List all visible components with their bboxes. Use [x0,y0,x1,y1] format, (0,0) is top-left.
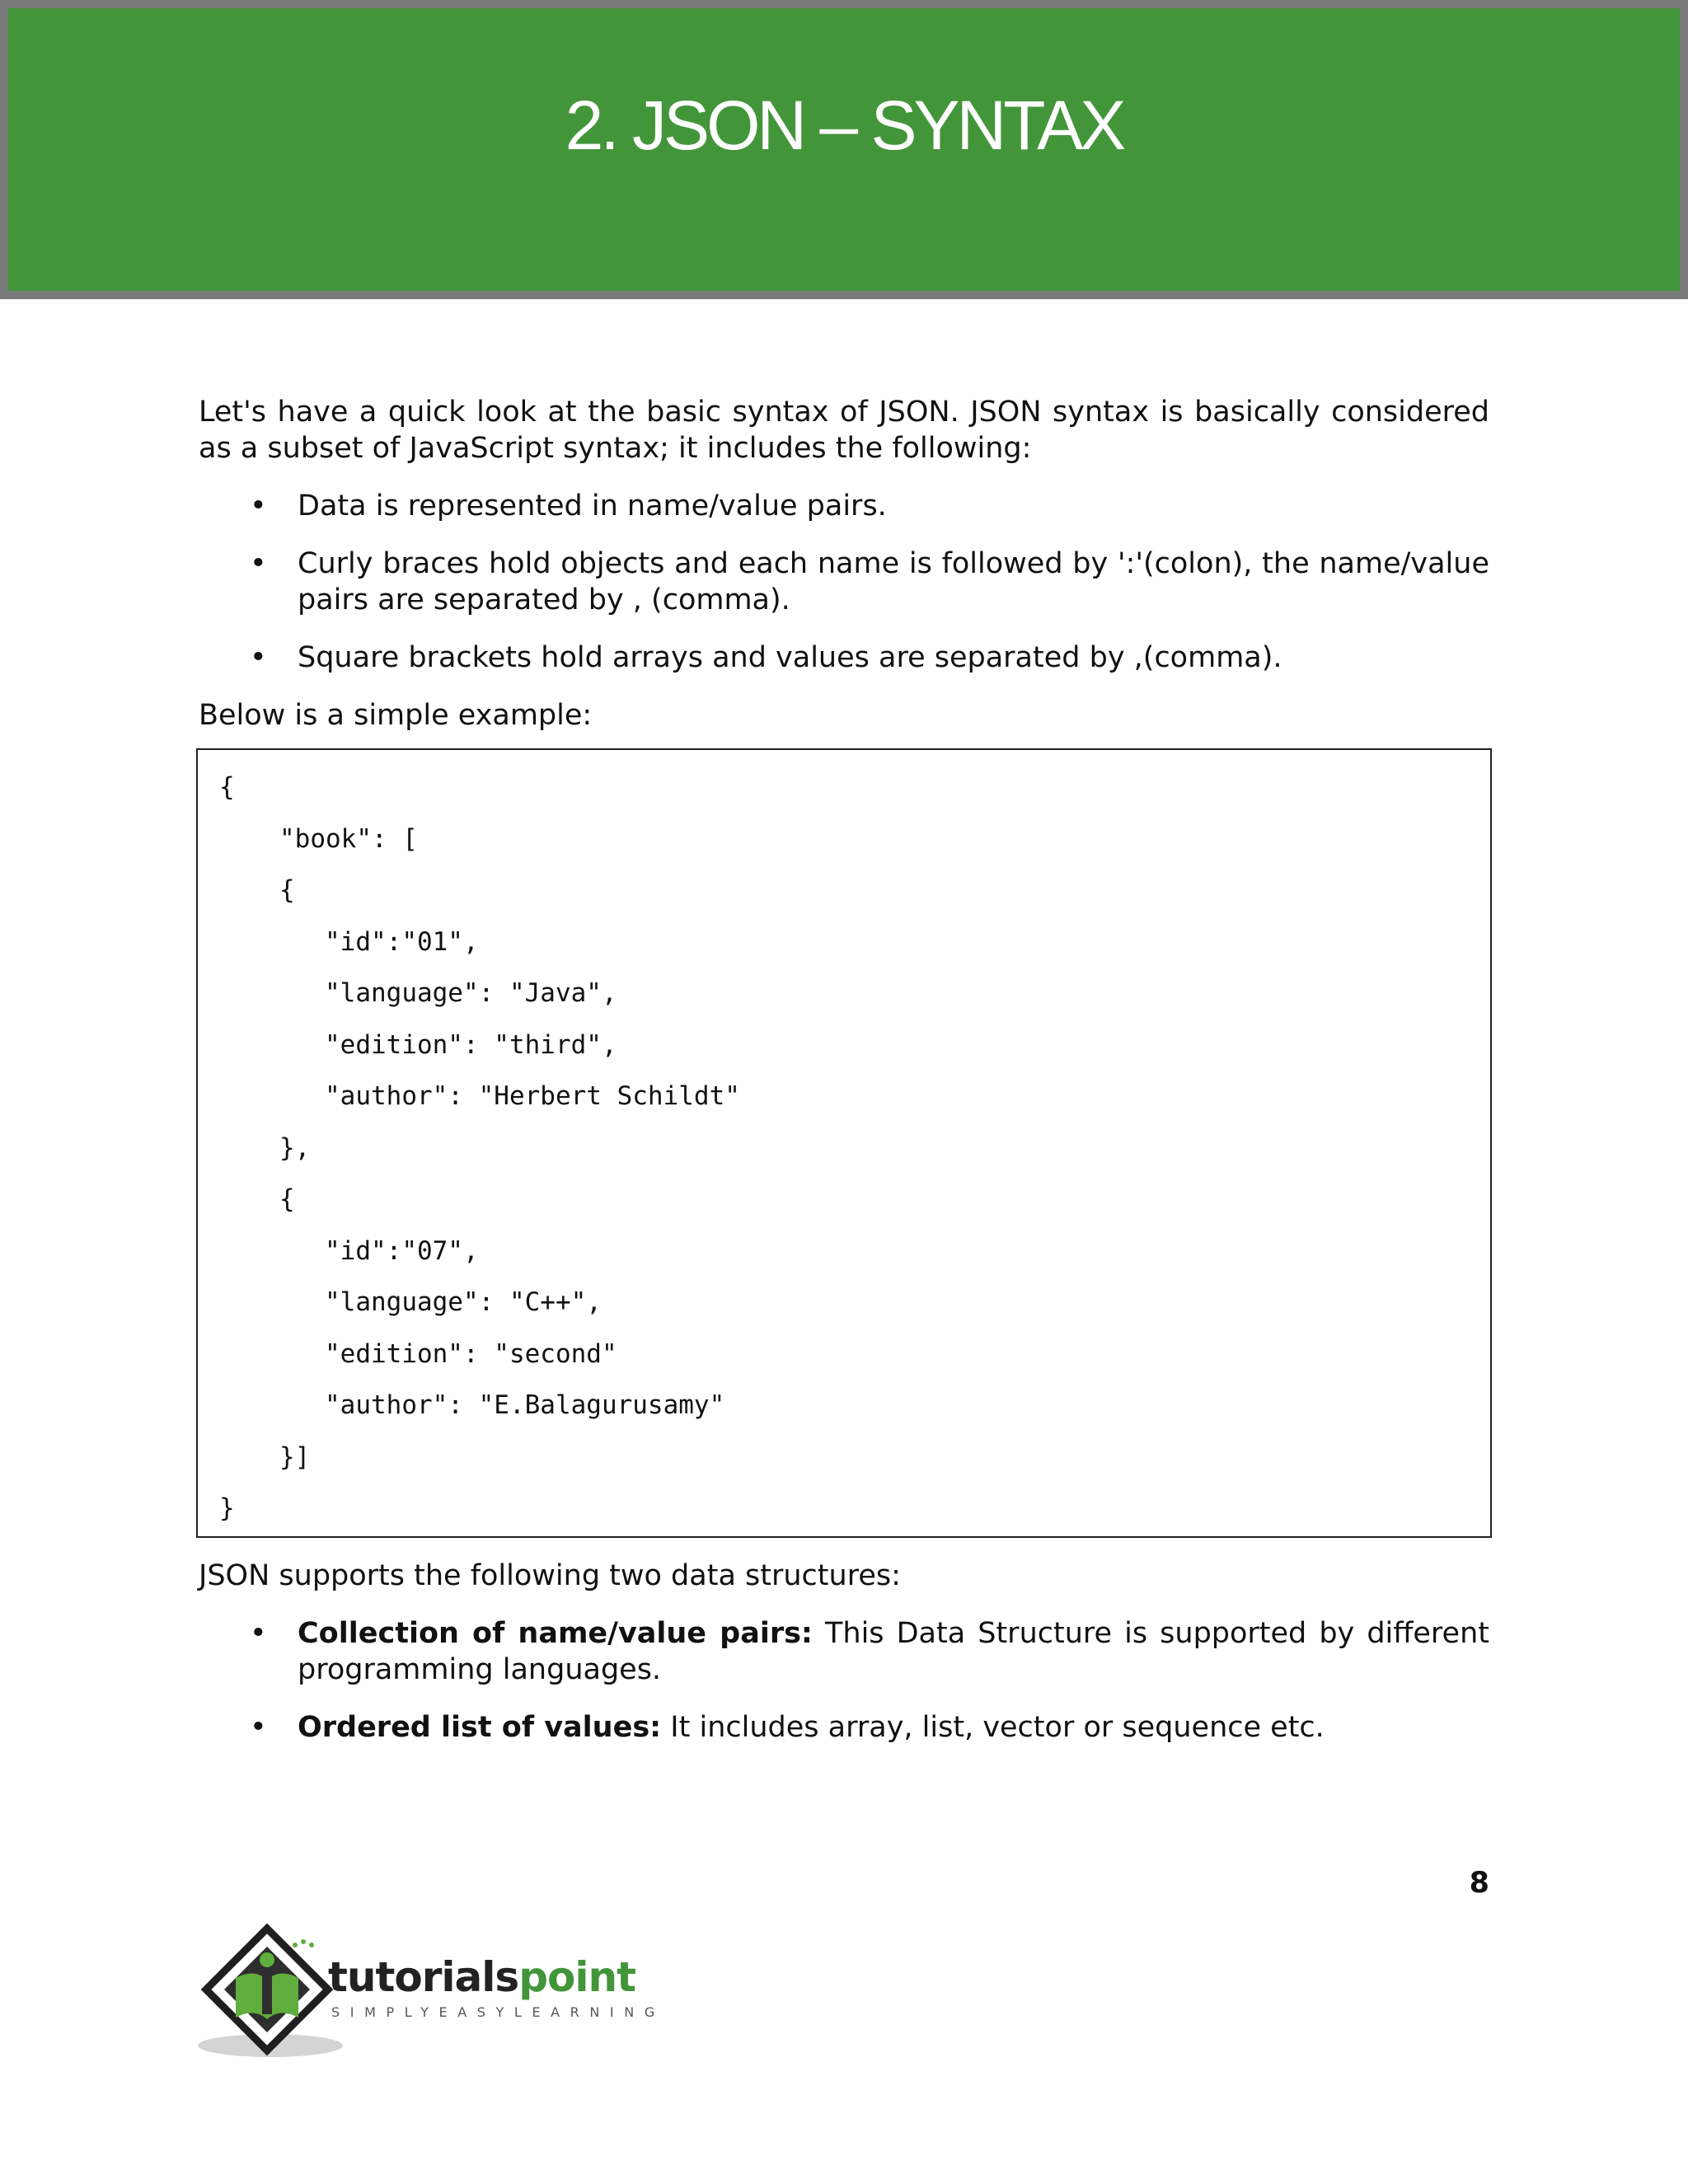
logo-tagline: SIMPLYEASYLEARNING [331,2004,665,2020]
code-line: }] [279,1441,311,1472]
code-line: "author": "E.Balagurusamy" [325,1390,725,1420]
example-label: Below is a simple example: [199,699,593,732]
intro-paragraph: Let's have a quick look at the basic syntax of JSON. JSON syntax is basically considered as a subset of JavaScript syntax; it includes the following: [199,396,1489,465]
code-line: "author": "Herbert Schildt" [325,1081,740,1111]
chapter-title: 2. JSON – SYNTAX [565,87,1123,164]
code-line: }, [279,1132,311,1163]
logo-wordmark [328,1953,635,2001]
bullet-icon: • [250,641,267,674]
structure-description: This Data Structure is supported by different programming languages. [298,1617,1489,1686]
list-item [199,488,1489,524]
code-line: } [219,1493,235,1523]
list-item [199,1709,1489,1746]
structure-term: Collection of name/value pairs: [298,1617,813,1650]
code-line: "edition": "second" [325,1338,617,1369]
list-item [199,640,1489,676]
list-item [199,546,1489,618]
code-line: "language": "Java", [325,978,617,1008]
rule-text: Data is represented in name/value pairs. [298,490,887,523]
code-line: "edition": "third", [325,1029,617,1060]
rule-text: Curly braces hold objects and each name is followed by ':'(colon), the name/value pairs are separated by , (comma). [298,547,1489,616]
structures-intro: JSON supports the following two data structures: [199,1559,901,1592]
logo-word-point: point [518,1953,635,2001]
code-line: "id":"07", [325,1235,479,1266]
rule-text: Square brackets hold arrays and values are separated by ,(comma). [298,641,1282,674]
logo-word-tutorials: tutorials [328,1953,519,2001]
structure-description: It includes array, list, vector or sequence etc. [661,1711,1325,1744]
bullet-icon: • [250,547,267,580]
code-line: "book": [ [279,823,418,854]
code-line: "language": "C++", [325,1287,602,1317]
page-content [199,394,1489,1767]
code-line: { [279,875,295,905]
structure-term: Ordered list of values: [298,1711,662,1744]
code-line: "id":"01", [325,926,479,957]
chapter-header [0,0,1688,299]
code-example [196,748,1492,1538]
page-number: 8 [1469,1867,1489,1900]
data-structures-list [199,1615,1489,1746]
bullet-icon: • [250,1711,267,1744]
tutorialspoint-logo [196,1920,665,2064]
code-line: { [279,1184,295,1214]
bullet-icon: • [250,490,267,523]
code-line: { [219,772,235,802]
syntax-rules-list [199,488,1489,676]
list-item [199,1615,1489,1688]
bullet-icon: • [250,1617,267,1650]
